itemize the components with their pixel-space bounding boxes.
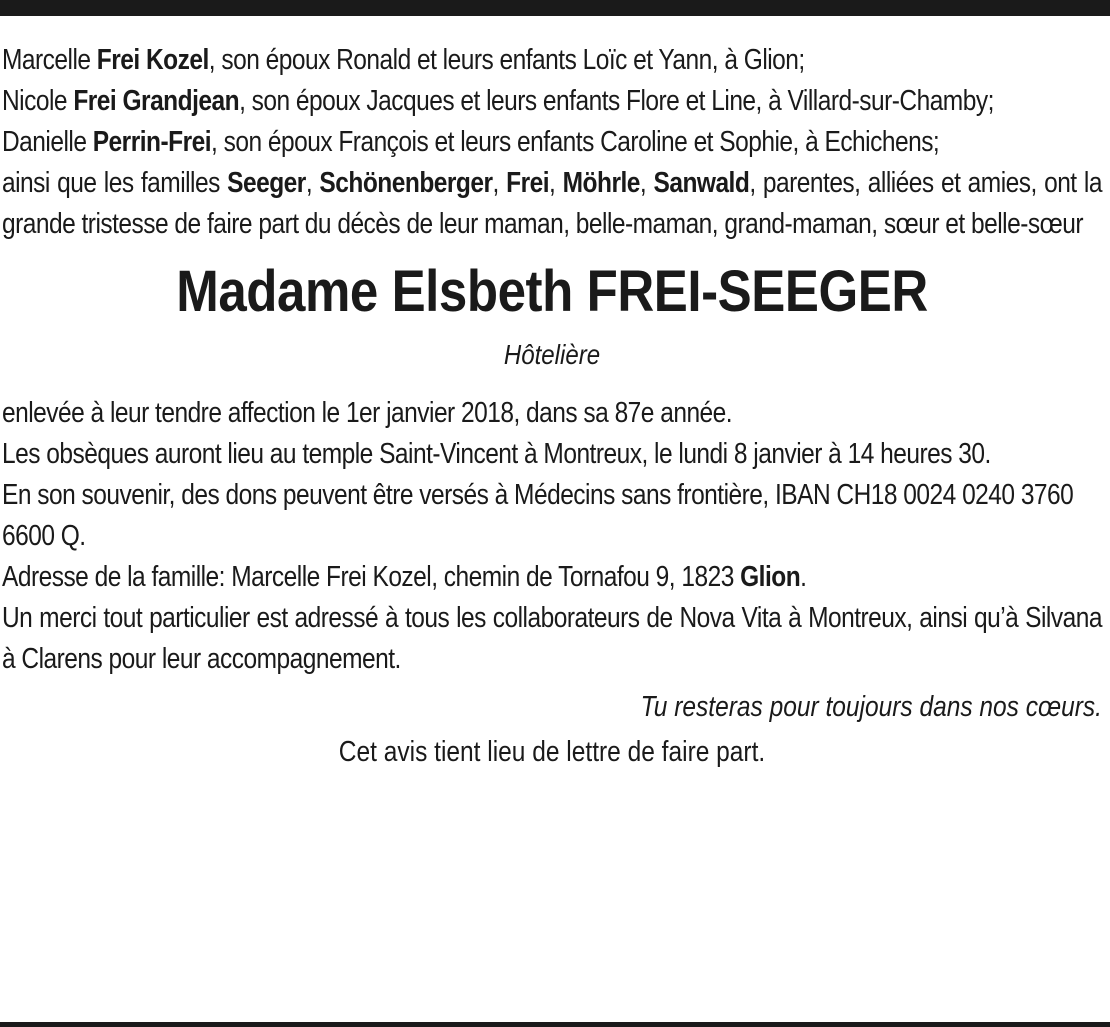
family-seeger: Seeger: [227, 167, 306, 199]
family-paragraph-3: Danielle Perrin-Frei, son époux François et leurs enfants Caroline et Sophie, à Echichens;: [2, 126, 940, 158]
closing-statement: Cet avis tient lieu de lettre de faire part.: [338, 736, 766, 768]
thanks-text: Un merci tout particulier est adressé à tous les collaborateurs de Nova Vita à Montreux, ainsi qu’à Silvana à Clarens pour leur accompagnement.: [2, 602, 1102, 675]
family-paragraph-1: Marcelle Frei Kozel, son époux Ronald et leurs enfants Loïc et Yann, à Glion;: [2, 44, 805, 76]
funeral-text: Les obsèques auront lieu au temple Saint-Vincent à Montreux, le lundi 8 janvier à 14 heures 30.: [2, 438, 991, 470]
donations-text: En son souvenir, des dons peuvent être versés à Médecins sans frontière, IBAN CH18 0024 0240 3760 6600 Q.: [2, 479, 1074, 552]
family-address: Adresse de la famille: Marcelle Frei Kozel, chemin de Tornafou 9, 1823 Glion.: [2, 561, 807, 593]
family-name-frei-grandjean: Frei Grandjean: [73, 85, 240, 117]
family-schonenberger: Schönenberger: [319, 167, 493, 199]
family-mohrle: Möhrle: [562, 167, 640, 199]
top-rule: [0, 0, 1110, 16]
family-sanwald: Sanwald: [653, 167, 750, 199]
obituary-notice: [2, 40, 1102, 776]
death-text: enlevée à leur tendre affection le 1er janvier 2018, dans sa 87e année.: [2, 397, 733, 429]
family-paragraph-2: Nicole Frei Grandjean, son époux Jacques et leurs enfants Flore et Line, à Villard-sur-Chamby;: [2, 85, 994, 117]
closing-quote: Tu resteras pour toujours dans nos cœurs.: [640, 691, 1102, 723]
bottom-rule: [0, 1022, 1110, 1027]
family-name-frei-kozel: Frei Kozel: [96, 44, 209, 76]
deceased-name: Madame Elsbeth FREI-SEEGER: [176, 259, 928, 324]
family-paragraph-4: ainsi que les familles Seeger, Schönenberger, Frei, Möhrle, Sanwald, parentes, alliées et amies, ont la grande tristesse de faire part du décès de leur maman, belle-maman, grand-maman, sœur et belle-sœur: [2, 167, 1102, 240]
deceased-profession: Hôtelière: [503, 339, 601, 370]
address-city: Glion: [740, 561, 801, 593]
family-frei: Frei: [506, 167, 550, 199]
family-name-perrin-frei: Perrin-Frei: [92, 126, 212, 158]
